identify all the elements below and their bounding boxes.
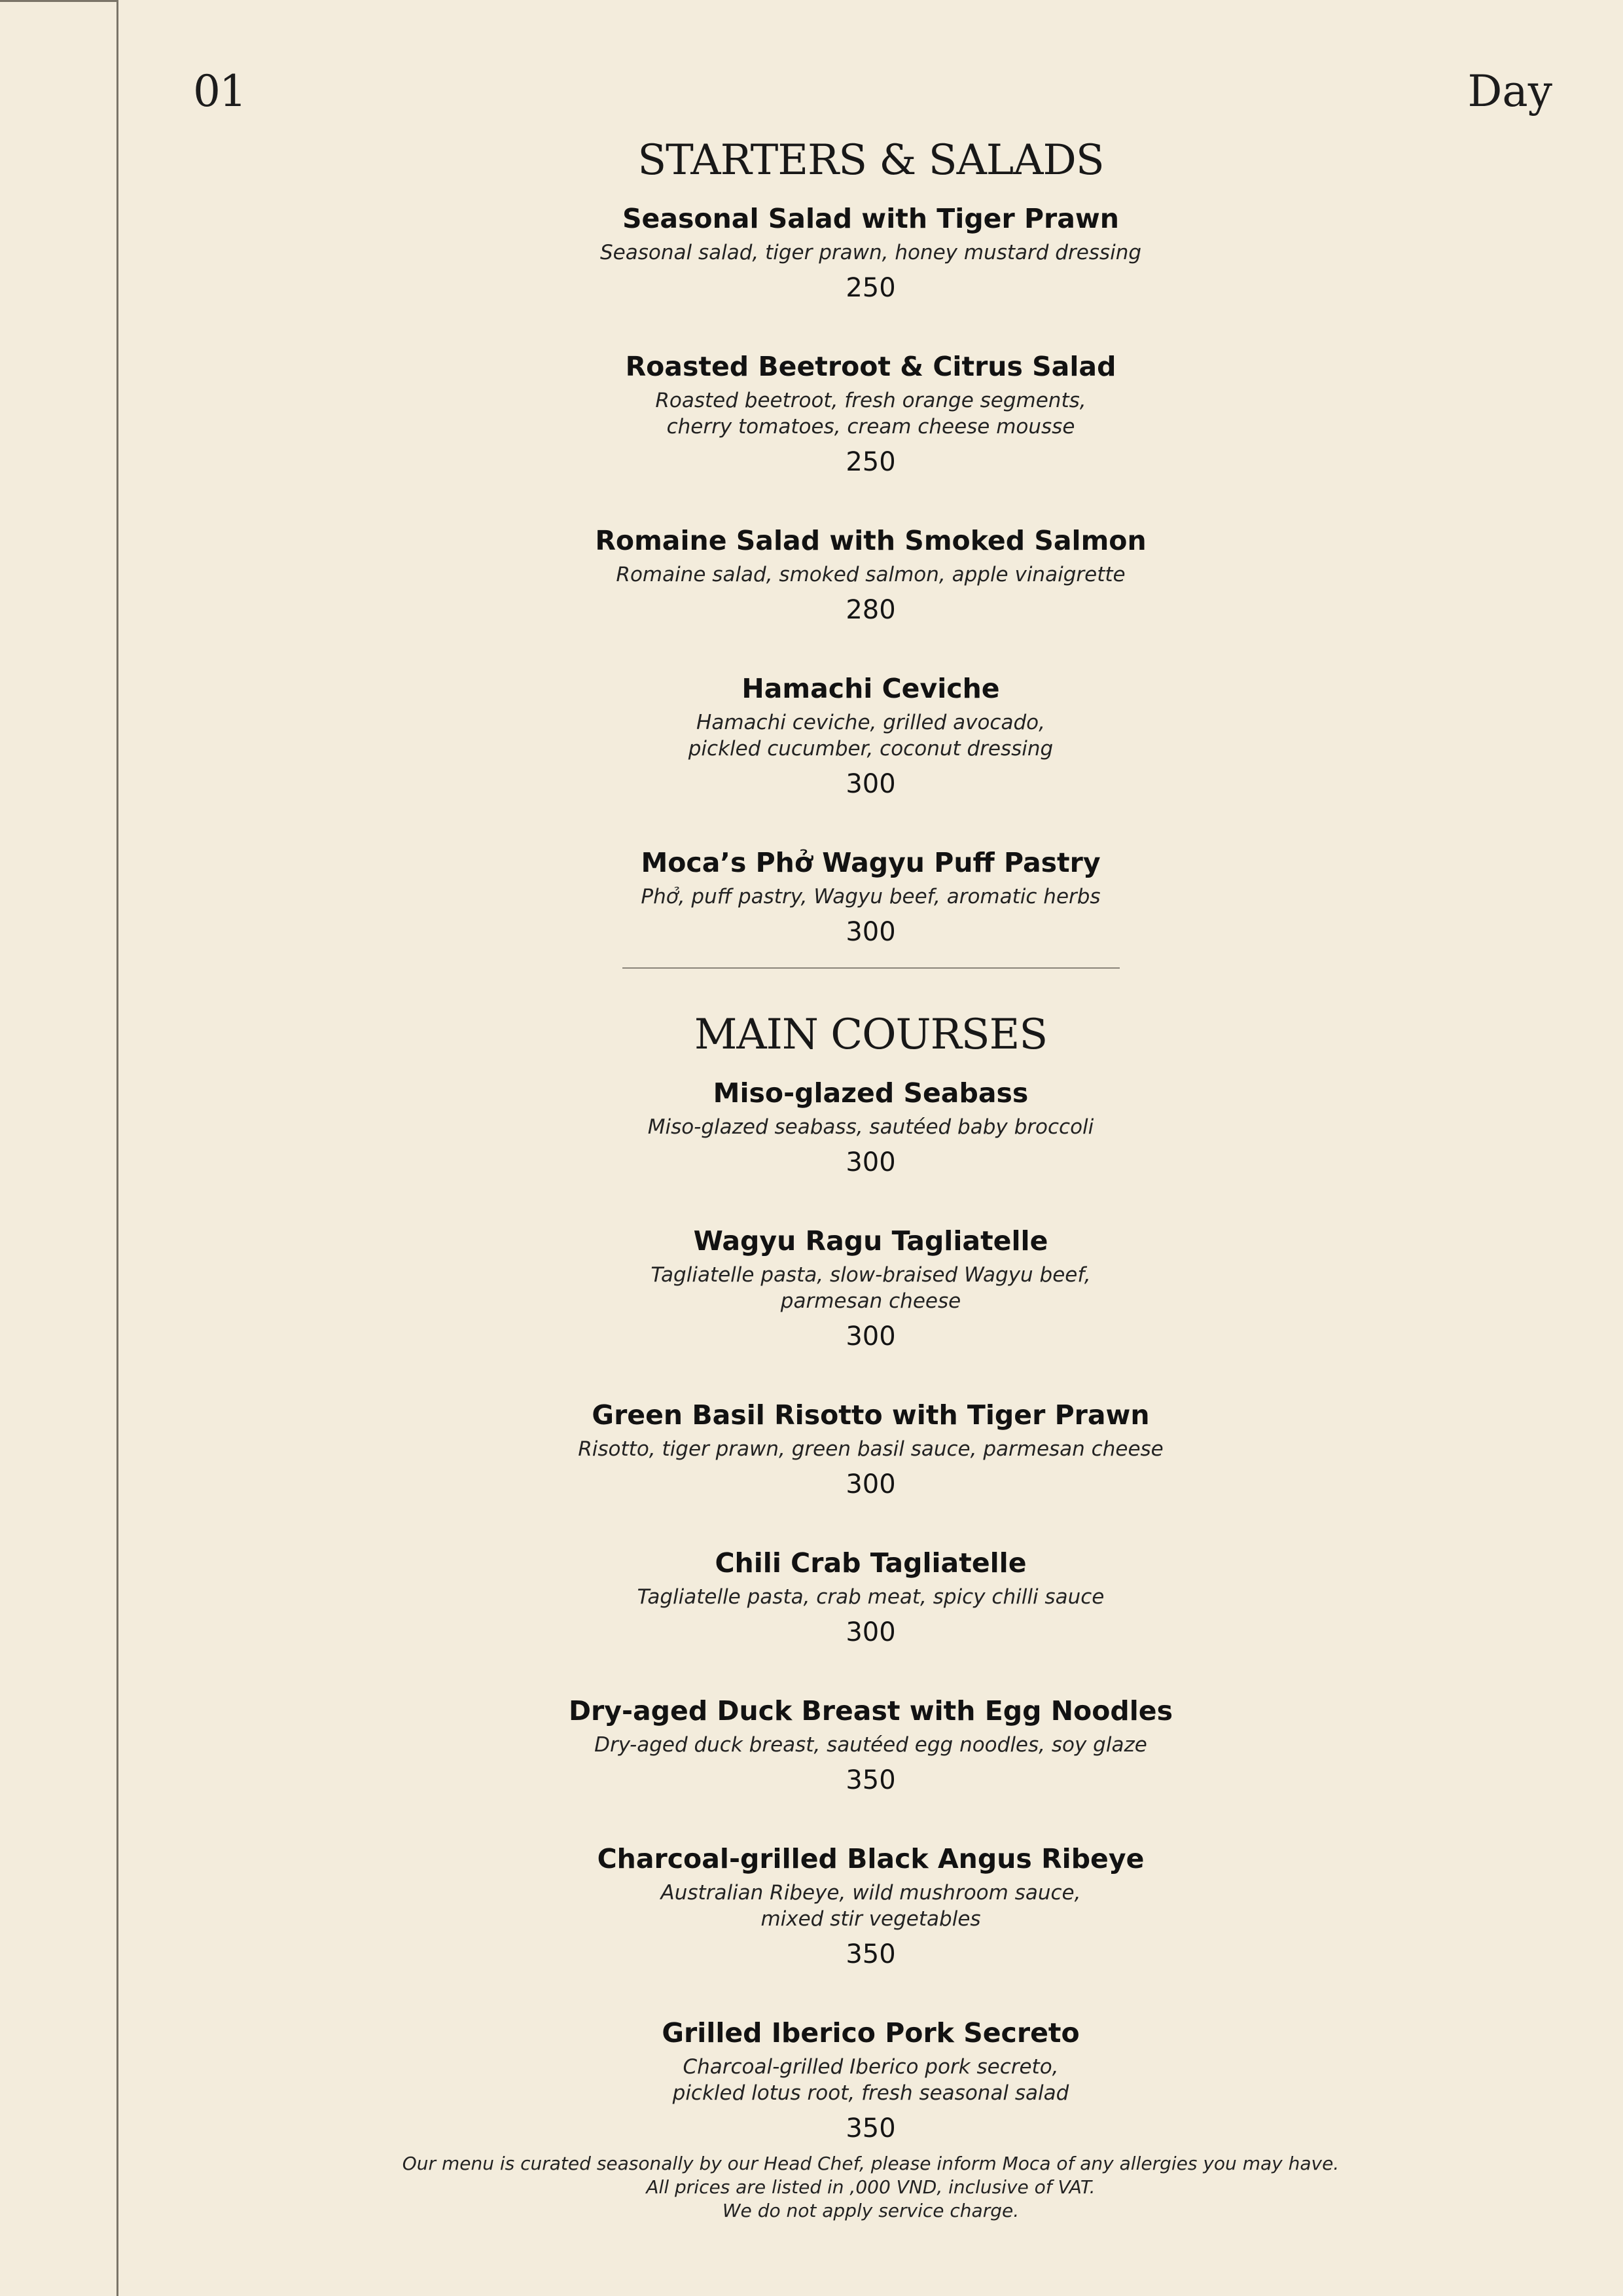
menu-item (118, 200, 1623, 306)
dish-description (118, 709, 1623, 762)
menu-item (118, 670, 1623, 802)
dish-price: 300 (846, 1469, 896, 1499)
dish-price: 300 (846, 769, 896, 799)
dish-description (118, 2054, 1623, 2106)
description-line: parmesan cheese (780, 1289, 961, 1313)
description-line: Romaine salad, smoked salmon, apple vinaigrette (616, 563, 1126, 586)
description-line: Hamachi ceviche, grilled avocado, (696, 711, 1045, 734)
dish-name: Charcoal-grilled Black Angus Ribeye (597, 1843, 1145, 1874)
dish-price: 300 (846, 1321, 896, 1352)
menu-content (118, 131, 1623, 2147)
description-line: Charcoal-grilled Iberico pork secreto, (683, 2055, 1059, 2079)
dish-name: Hamachi Ceviche (741, 673, 1000, 704)
description-line: cherry tomatoes, cream cheese mousse (666, 415, 1075, 439)
footer-line: We do not apply service charge. (722, 2200, 1020, 2221)
menu-item (118, 1075, 1623, 1181)
menu-section-starters (118, 131, 1623, 950)
footer-line: All prices are listed in ,000 VND, inclusive of VAT. (646, 2176, 1096, 2198)
dish-name: Moca’s Phở Wagyu Puff Pastry (641, 847, 1101, 878)
dish-name: Miso-glazed Seabass (713, 1077, 1029, 1109)
menu-item (118, 1840, 1623, 1973)
menu-item (118, 1397, 1623, 1503)
description-line: Tagliatelle pasta, crab meat, spicy chilli sauce (637, 1585, 1105, 1609)
footer-line: Our menu is curated seasonally by our Head Chef, please inform Moca of any allergies you may have. (402, 2153, 1340, 2174)
description-line: mixed stir vegetables (760, 1907, 981, 1931)
description-line: Australian Ribeye, wild mushroom sauce, (660, 1881, 1081, 1905)
description-line: pickled lotus root, fresh seasonal salad (672, 2081, 1069, 2105)
dish-description (118, 884, 1623, 910)
dish-price: 250 (846, 447, 896, 477)
dish-price: 300 (846, 1147, 896, 1177)
dish-description (118, 240, 1623, 266)
section-title: STARTERS & SALADS (637, 136, 1104, 185)
left-margin-rule (0, 0, 118, 2296)
page-number: 01 (193, 66, 245, 117)
menu-footer-note (118, 2152, 1623, 2223)
section-divider (622, 967, 1120, 969)
menu-section-main-courses (118, 1005, 1623, 2147)
dish-description (118, 562, 1623, 588)
dish-description (118, 1436, 1623, 1462)
menu-item (118, 844, 1623, 950)
menu-item (118, 2015, 1623, 2147)
dish-name: Wagyu Ragu Tagliatelle (693, 1225, 1048, 1257)
dish-price: 300 (846, 917, 896, 947)
menu-label: Day (1467, 66, 1552, 117)
dish-description (118, 387, 1623, 440)
dish-name: Romaine Salad with Smoked Salmon (595, 525, 1147, 556)
description-line: Miso-glazed seabass, sautéed baby broccoli (647, 1115, 1094, 1139)
description-line: Seasonal salad, tiger prawn, honey mustard dressing (599, 241, 1142, 264)
description-line: Roasted beetroot, fresh orange segments, (655, 389, 1086, 412)
dish-description (118, 1732, 1623, 1758)
dish-price: 350 (846, 1765, 896, 1795)
menu-item (118, 1223, 1623, 1355)
dish-description (118, 1114, 1623, 1140)
menu-item (118, 1693, 1623, 1799)
dish-name: Chili Crab Tagliatelle (715, 1547, 1027, 1579)
dish-name: Grilled Iberico Pork Secreto (662, 2017, 1080, 2049)
description-line: Dry-aged duck breast, sautéed egg noodles, soy glaze (594, 1733, 1147, 1757)
dish-description (118, 1880, 1623, 1932)
menu-item (118, 348, 1623, 480)
description-line: Phở, puff pastry, Wagyu beef, aromatic herbs (641, 885, 1101, 908)
dish-name: Dry-aged Duck Breast with Egg Noodles (569, 1695, 1173, 1727)
dish-description (118, 1584, 1623, 1610)
menu-item (118, 522, 1623, 628)
menu-item (118, 1545, 1623, 1651)
dish-description (118, 1262, 1623, 1314)
description-line: pickled cucumber, coconut dressing (688, 737, 1054, 761)
dish-name: Roasted Beetroot & Citrus Salad (625, 351, 1116, 382)
dish-price: 300 (846, 1617, 896, 1647)
dish-price: 350 (846, 1939, 896, 1969)
dish-name: Seasonal Salad with Tiger Prawn (622, 203, 1119, 234)
dish-name: Green Basil Risotto with Tiger Prawn (592, 1399, 1150, 1431)
dish-price: 250 (846, 273, 896, 303)
description-line: Risotto, tiger prawn, green basil sauce, parmesan cheese (578, 1437, 1164, 1461)
description-line: Tagliatelle pasta, slow-braised Wagyu beef, (651, 1263, 1091, 1287)
dish-price: 350 (846, 2113, 896, 2144)
section-title: MAIN COURSES (694, 1011, 1048, 1059)
dish-price: 280 (846, 595, 896, 625)
